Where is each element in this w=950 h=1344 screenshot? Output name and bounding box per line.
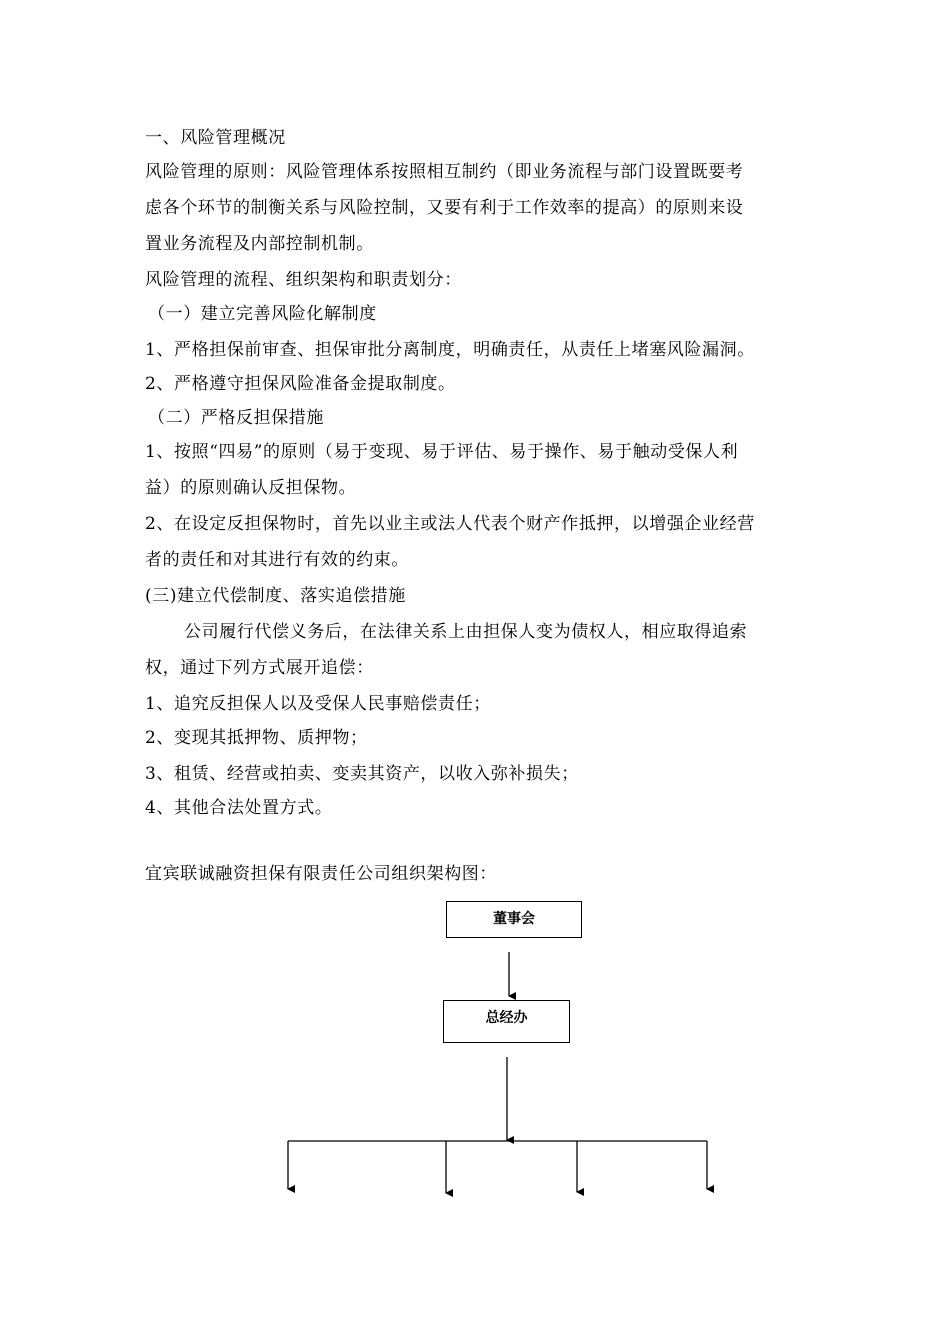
section-heading: 一、风险管理概况 <box>145 128 286 148</box>
paragraph-line: 2、变现其抵押物、质押物； <box>145 728 368 748</box>
paragraph-line: 2、严格遵守担保风险准备金提取制度。 <box>145 374 456 394</box>
paragraph-line: 1、严格担保前审查、担保审批分离制度，明确责任，从责任上堵塞风险漏洞。 <box>145 340 755 360</box>
paragraph-line: 权，通过下列方式展开追偿： <box>145 658 374 678</box>
paragraph-line: 风险管理的原则：风险管理体系按照相互制约（即业务流程与部门设置既要考 <box>145 162 744 182</box>
subsection-heading: (三)建立代偿制度、落实追偿措施 <box>145 586 406 606</box>
org-box-board <box>446 901 582 938</box>
paragraph-line: 虑各个环节的制衡关系与风险控制，又要有利于工作效率的提高）的原则来设 <box>145 198 744 218</box>
paragraph-line: 公司履行代偿义务后，在法律关系上由担保人变为债权人，相应取得追索 <box>184 622 748 642</box>
org-box-general-office-label: 总经办 <box>485 1010 528 1026</box>
org-box-board-label: 董事会 <box>493 911 535 927</box>
paragraph-line: 者的责任和对其进行有效的约束。 <box>145 550 409 570</box>
paragraph-line: 1、追究反担保人以及受保人民事赔偿责任； <box>145 694 491 714</box>
paragraph-line: 4、其他合法处置方式。 <box>145 798 333 818</box>
paragraph-line: 3、租赁、经营或拍卖、变卖其资产，以收入弥补损失； <box>145 764 579 784</box>
paragraph-line: 1、按照“四易”的原则（易于变现、易于评估、易于操作、易于触动受保人利 <box>145 442 739 462</box>
paragraph-line: 益）的原则确认反担保物。 <box>145 478 357 498</box>
subsection-heading: （一）建立完善风险化解制度 <box>148 304 377 324</box>
org-box-general-office <box>443 1000 570 1043</box>
paragraph-line: 2、在设定反担保物时，首先以业主或法人代表个财产作抵押，以增强企业经营 <box>145 514 755 534</box>
org-chart-title: 宜宾联诚融资担保有限责任公司组织架构图： <box>145 864 497 884</box>
paragraph-line: 风险管理的流程、组织架构和职责划分： <box>145 270 462 290</box>
subsection-heading: （二）严格反担保措施 <box>148 408 324 428</box>
paragraph-line: 置业务流程及内部控制机制。 <box>145 234 374 254</box>
